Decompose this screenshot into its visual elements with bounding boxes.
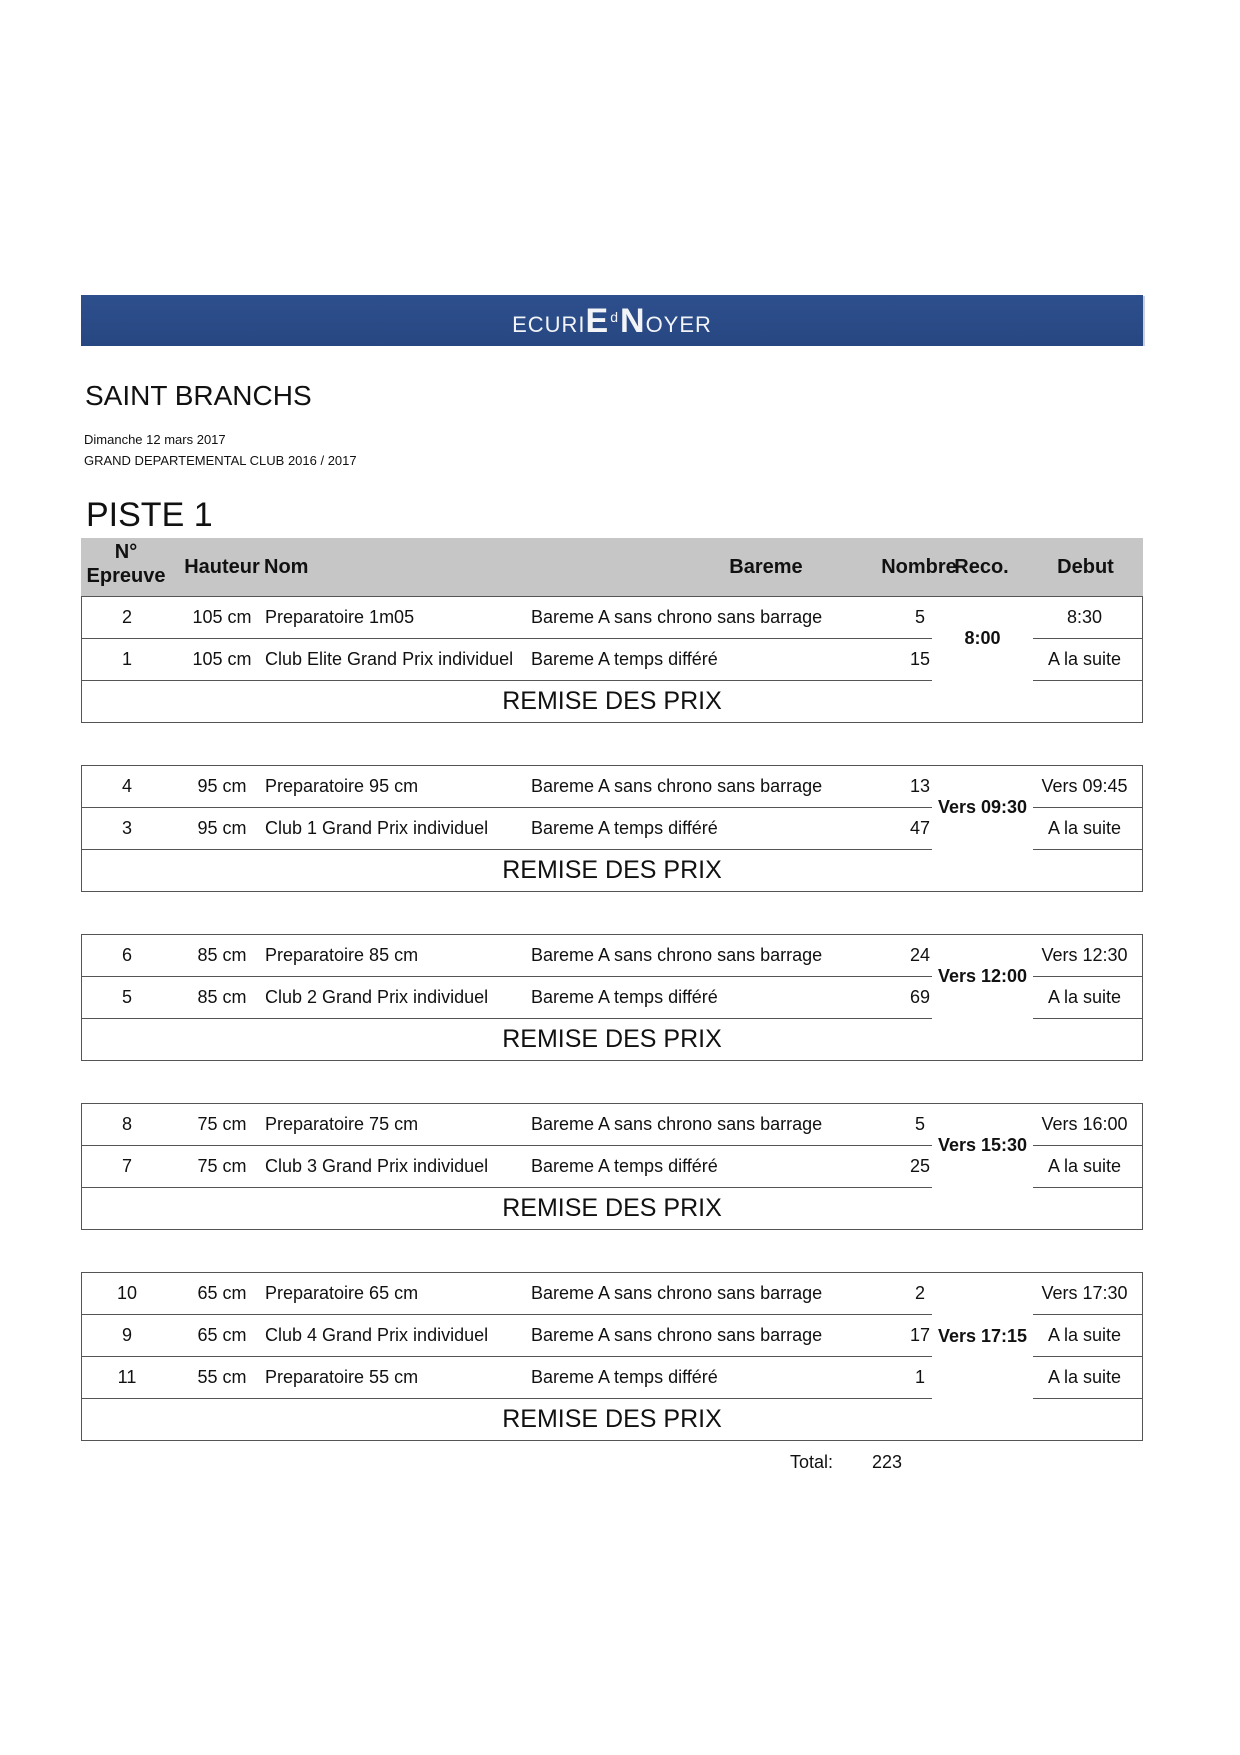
- nom-cell: Club 4 Grand Prix individuel: [265, 1325, 489, 1345]
- banner-edge-divider: [1143, 296, 1145, 346]
- hauteur-cell: 85 cm: [197, 987, 247, 1007]
- epreuve-number: 6: [121, 945, 132, 965]
- epreuve-number: 9: [121, 1325, 132, 1345]
- hauteur-cell: 75 cm: [197, 1114, 247, 1134]
- bareme-cell: Bareme A sans chrono sans barrage: [531, 945, 823, 965]
- reco-time: Vers 15:30: [937, 1135, 1028, 1156]
- nom-cell: Preparatoire 65 cm: [265, 1283, 419, 1303]
- bareme-cell: Bareme A temps différé: [531, 649, 718, 669]
- bareme-cell: Bareme A temps différé: [531, 1156, 718, 1176]
- header-num: [81, 540, 171, 588]
- bareme-cell: Bareme A sans chrono sans barrage: [531, 776, 823, 796]
- hauteur-cell: 65 cm: [197, 1325, 247, 1345]
- bareme-cell: Bareme A sans chrono sans barrage: [531, 1283, 823, 1303]
- table-header: [81, 538, 1143, 597]
- total-label: Total:: [790, 1452, 834, 1472]
- header-num-line1: N°: [114, 541, 138, 563]
- debut-cell: Vers 16:00: [1041, 1114, 1128, 1134]
- nombre-cell: 25: [909, 1156, 931, 1176]
- debut-cell: A la suite: [1047, 818, 1122, 838]
- reco-time: 8:00: [964, 628, 1001, 649]
- debut-cell: A la suite: [1047, 1367, 1122, 1387]
- debut-cell: Vers 12:30: [1041, 945, 1128, 965]
- header-hauteur: Hauteur: [184, 556, 260, 578]
- debut-cell: A la suite: [1047, 987, 1122, 1007]
- nom-cell: Preparatoire 75 cm: [265, 1114, 419, 1134]
- debut-cell: Vers 17:30: [1041, 1283, 1128, 1303]
- ecurie-du-noyer-logo: [512, 301, 712, 340]
- epreuve-number: 3: [121, 818, 132, 838]
- reco-time: Vers 12:00: [937, 966, 1028, 987]
- nom-cell: Club Elite Grand Prix individuel: [265, 649, 514, 669]
- logo-letter-d: d: [610, 308, 619, 325]
- header-bareme: Bareme: [729, 556, 803, 578]
- nombre-cell: 2: [914, 1283, 925, 1303]
- epreuve-number: 5: [121, 987, 132, 1007]
- remise-des-prix: REMISE DES PRIX: [502, 687, 722, 715]
- debut-cell: 8:30: [1066, 607, 1103, 627]
- bareme-cell: Bareme A temps différé: [531, 1367, 718, 1387]
- nombre-cell: 5: [914, 1114, 925, 1134]
- nombre-cell: 5: [914, 607, 925, 627]
- bareme-cell: Bareme A temps différé: [531, 987, 718, 1007]
- bareme-cell: Bareme A temps différé: [531, 818, 718, 838]
- schedule-block: [81, 596, 1143, 723]
- nombre-cell: 1: [914, 1367, 925, 1387]
- nombre-cell: 47: [909, 818, 931, 838]
- remise-des-prix: REMISE DES PRIX: [502, 1025, 722, 1053]
- reco-time: Vers 17:15: [937, 1325, 1028, 1346]
- venue-title: SAINT BRANCHS: [85, 380, 312, 411]
- header-nombre: Nombre: [881, 556, 957, 578]
- hauteur-cell: 95 cm: [197, 818, 247, 838]
- schedule-block: [81, 1103, 1143, 1230]
- nom-cell: Preparatoire 85 cm: [265, 945, 419, 965]
- nombre-cell: 24: [909, 945, 931, 965]
- event-date: Dimanche 12 mars 2017: [84, 432, 226, 447]
- nombre-cell: 17: [909, 1325, 931, 1345]
- nom-cell: Club 2 Grand Prix individuel: [265, 987, 489, 1007]
- debut-cell: A la suite: [1047, 649, 1122, 669]
- hauteur-cell: 65 cm: [197, 1283, 247, 1303]
- epreuve-number: 2: [121, 607, 132, 627]
- header-num-line2: Epreuve: [86, 565, 166, 587]
- bareme-cell: Bareme A sans chrono sans barrage: [531, 607, 823, 627]
- epreuve-number: 4: [121, 776, 132, 796]
- nom-cell: Club 3 Grand Prix individuel: [265, 1156, 489, 1176]
- debut-cell: Vers 09:45: [1041, 776, 1128, 796]
- total-value: 223: [872, 1452, 903, 1472]
- nombre-cell: 15: [909, 649, 931, 669]
- logo-text-oyer: OYER: [645, 311, 712, 337]
- schedule-block: [81, 765, 1143, 892]
- schedule-block: [81, 934, 1143, 1061]
- nom-cell: Preparatoire 95 cm: [265, 776, 419, 796]
- reco-time: Vers 09:30: [937, 797, 1028, 818]
- nom-cell: Preparatoire 1m05: [265, 607, 415, 627]
- remise-des-prix: REMISE DES PRIX: [502, 856, 722, 884]
- debut-cell: A la suite: [1047, 1325, 1122, 1345]
- nom-cell: Club 1 Grand Prix individuel: [265, 818, 489, 838]
- hauteur-cell: 85 cm: [197, 945, 247, 965]
- epreuve-number: 1: [121, 649, 132, 669]
- event-circuit: GRAND DEPARTEMENTAL CLUB 2016 / 2017: [84, 453, 357, 468]
- hauteur-cell: 55 cm: [197, 1367, 247, 1387]
- hauteur-cell: 75 cm: [197, 1156, 247, 1176]
- hauteur-cell: 95 cm: [197, 776, 247, 796]
- remise-des-prix: REMISE DES PRIX: [502, 1194, 722, 1222]
- nombre-cell: 13: [909, 776, 931, 796]
- epreuve-number: 10: [116, 1283, 138, 1303]
- nombre-cell: 69: [909, 987, 931, 1007]
- epreuve-number: 7: [121, 1156, 132, 1176]
- nom-cell: Preparatoire 55 cm: [265, 1367, 419, 1387]
- header-banner: [81, 295, 1143, 346]
- header-reco: Reco.: [954, 556, 1009, 578]
- bareme-cell: Bareme A sans chrono sans barrage: [531, 1114, 823, 1134]
- schedule-block: [81, 1272, 1143, 1441]
- logo-text-ecuri: ECURI: [512, 311, 586, 337]
- header-debut: Debut: [1057, 556, 1114, 578]
- epreuve-number: 11: [117, 1367, 137, 1387]
- header-nom: Nom: [264, 556, 309, 578]
- logo-letter-n: N: [620, 301, 646, 340]
- hauteur-cell: 105 cm: [192, 649, 252, 669]
- piste-title: PISTE 1: [86, 496, 213, 534]
- hauteur-cell: 105 cm: [192, 607, 252, 627]
- debut-cell: A la suite: [1047, 1156, 1122, 1176]
- remise-des-prix: REMISE DES PRIX: [502, 1405, 722, 1433]
- epreuve-number: 8: [121, 1114, 132, 1134]
- logo-letter-e: E: [585, 301, 610, 340]
- bareme-cell: Bareme A sans chrono sans barrage: [531, 1325, 823, 1345]
